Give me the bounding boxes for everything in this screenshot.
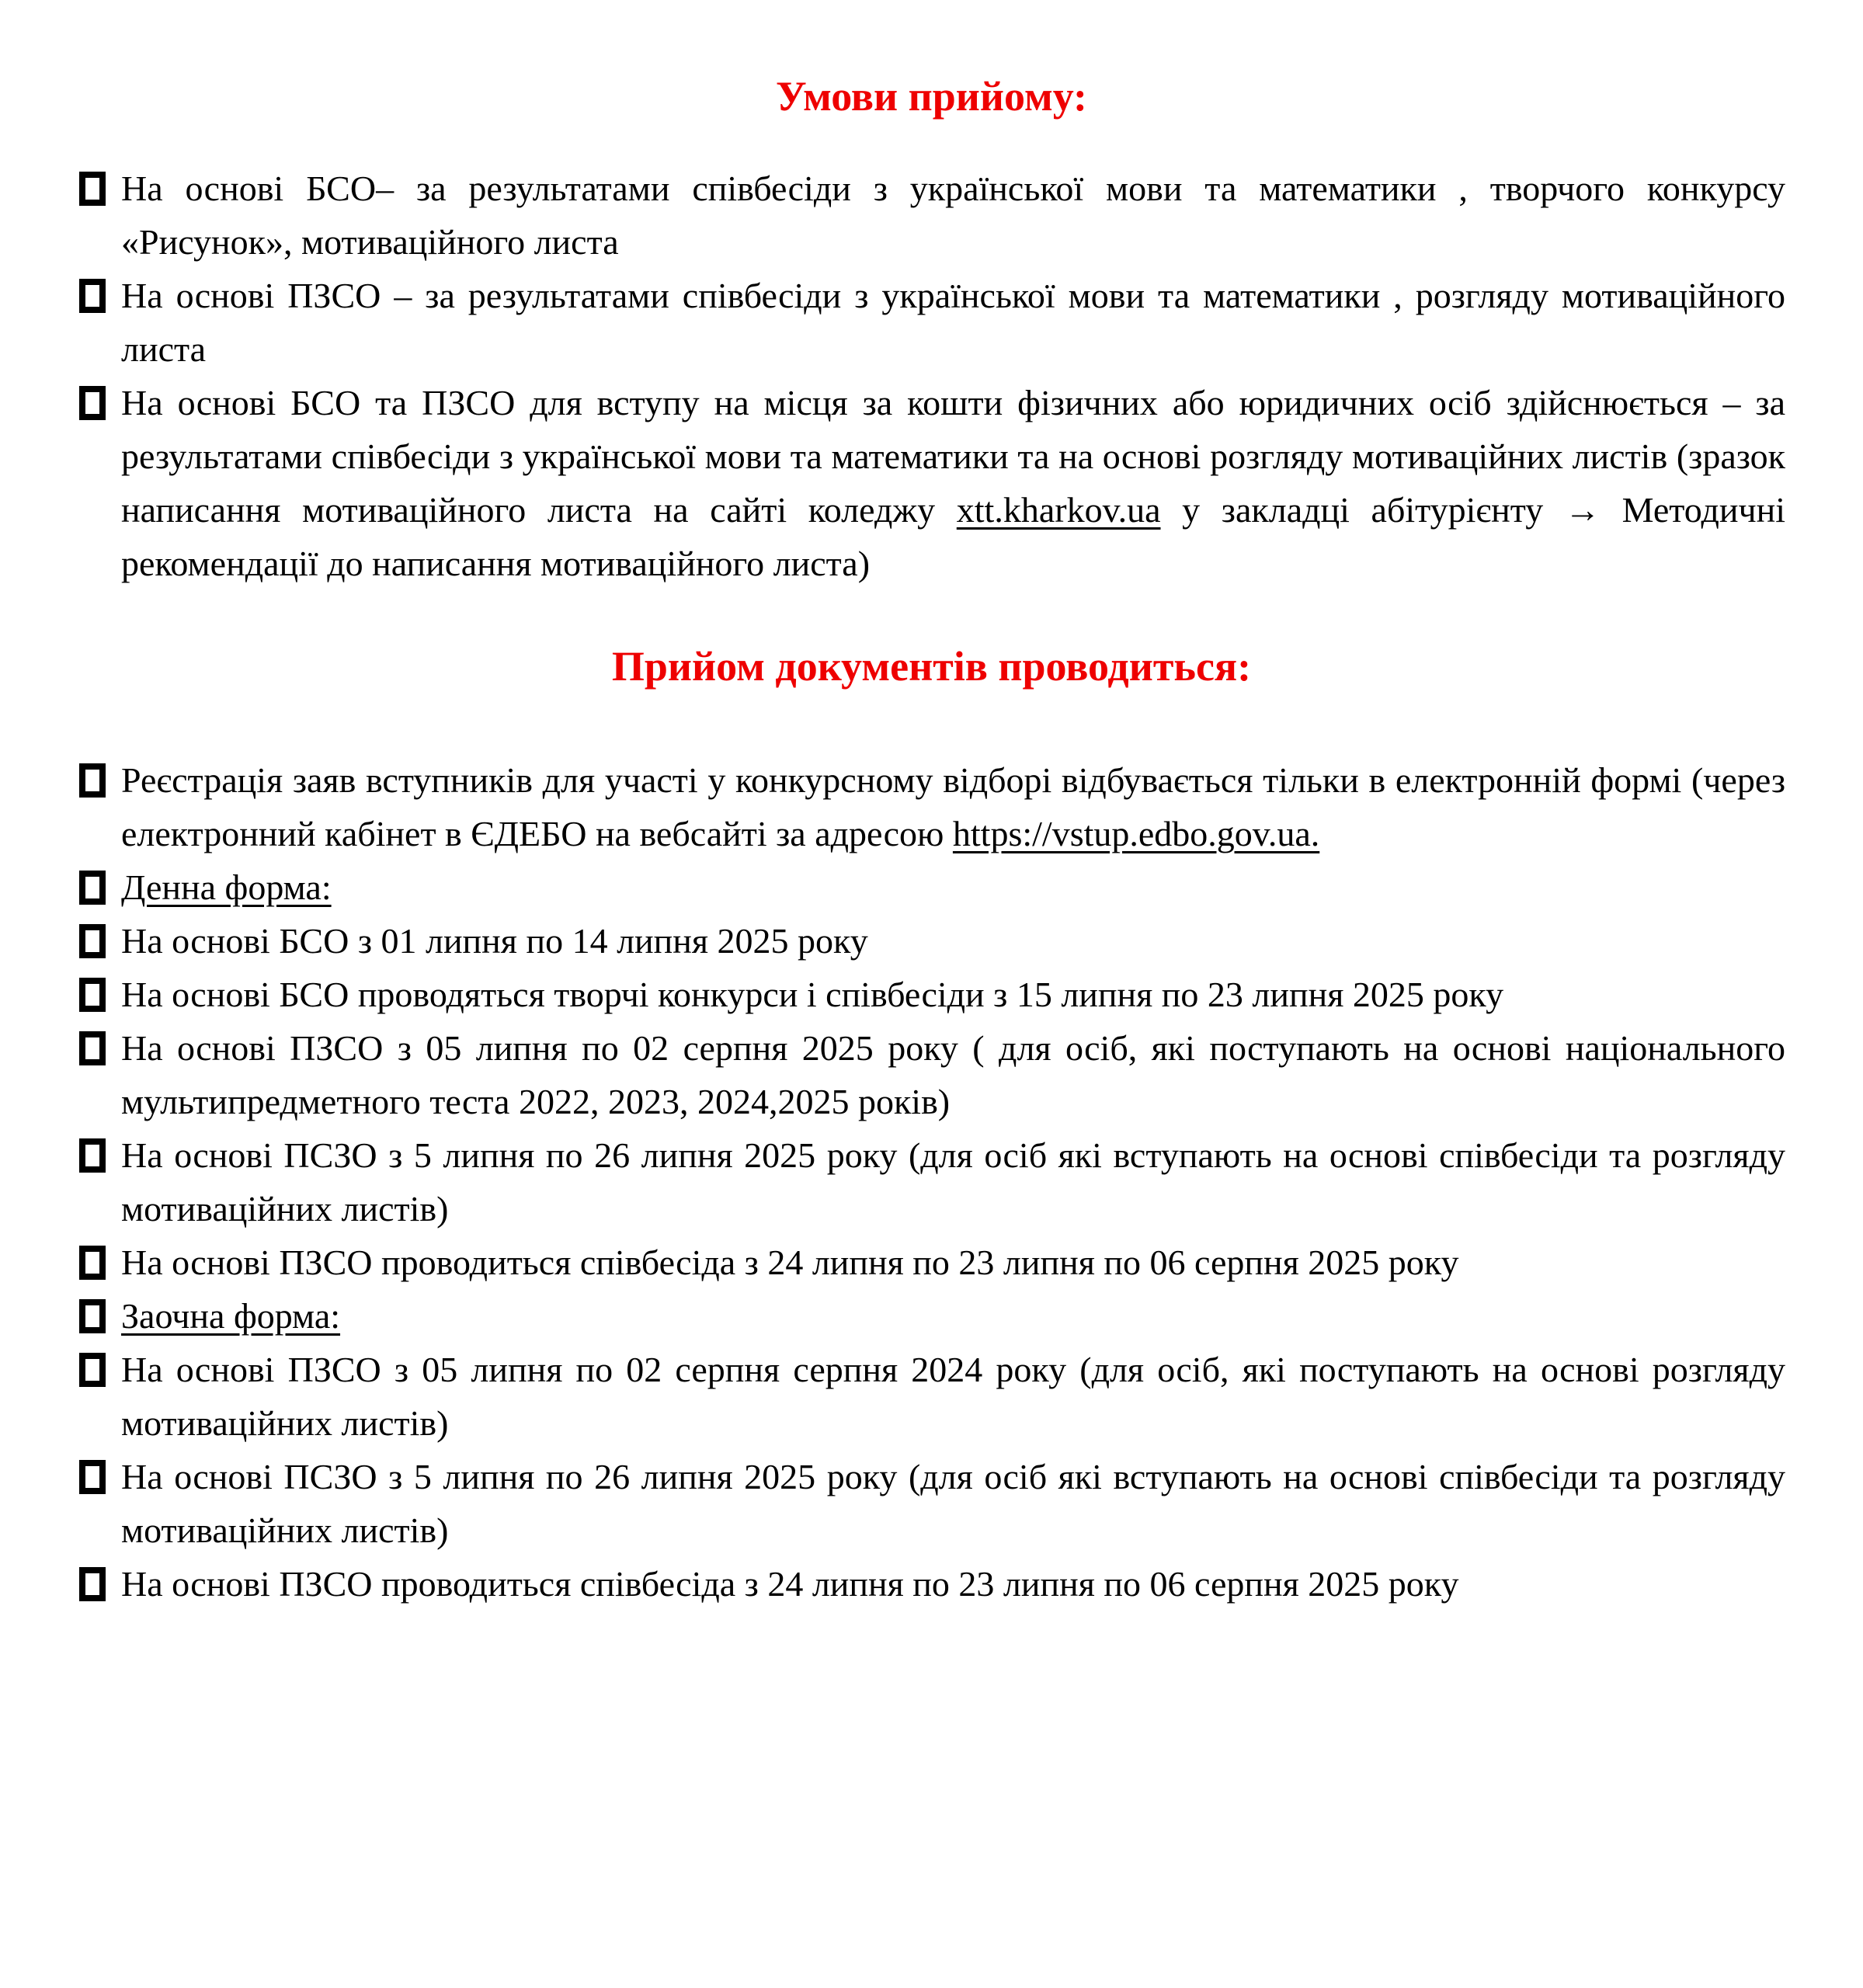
text-segment: На основі БСО проводяться творчі конкурси і співбесіди з 15 липня по 23 липня 2025 року bbox=[121, 975, 1504, 1014]
item-text bbox=[121, 1457, 1785, 1550]
list-item bbox=[78, 1289, 1785, 1343]
checkbox-bullet-icon bbox=[79, 386, 106, 420]
item-text bbox=[121, 1242, 1458, 1282]
list-item bbox=[78, 860, 1785, 914]
day-form-label: Денна форма: bbox=[121, 867, 332, 907]
item-text bbox=[121, 169, 1785, 262]
list-item bbox=[78, 162, 1785, 269]
item-text bbox=[121, 1564, 1458, 1604]
item-text bbox=[121, 921, 868, 961]
checkbox-bullet-icon bbox=[79, 1567, 106, 1601]
list-item bbox=[78, 753, 1785, 860]
list-item bbox=[78, 914, 1785, 968]
checkbox-bullet-icon bbox=[79, 1246, 106, 1280]
list-item bbox=[78, 1343, 1785, 1450]
item-text bbox=[121, 867, 332, 907]
checkbox-bullet-icon bbox=[79, 763, 106, 798]
list-item bbox=[78, 1021, 1785, 1128]
text-segment: На основі ПЗСО з 05 липня по 02 серпня 2025 року ( для осіб, які поступають на основі національного мультипредметного теста 2022, 2023, 2024,2025 років) bbox=[121, 1028, 1785, 1121]
item-text bbox=[121, 1296, 340, 1336]
checkbox-bullet-icon bbox=[79, 1299, 106, 1333]
checkbox-bullet-icon bbox=[79, 1353, 106, 1387]
list-item bbox=[78, 1450, 1785, 1557]
text-segment: На основі ПСЗО з 5 липня по 26 липня 2025 року (для осіб які вступають на основі співбесіди та розгляду мотиваційних листів) bbox=[121, 1135, 1785, 1229]
college-site-link[interactable]: xtt.kharkov.ua bbox=[956, 490, 1161, 530]
checkbox-bullet-icon bbox=[79, 924, 106, 958]
list-item bbox=[78, 376, 1785, 590]
item-text bbox=[121, 1350, 1785, 1443]
checkbox-bullet-icon bbox=[79, 1460, 106, 1494]
text-segment: На основі ПЗСО – за результатами співбесіди з української мови та математики , розгляду мотиваційного листа bbox=[121, 276, 1785, 369]
checkbox-bullet-icon bbox=[79, 1031, 106, 1065]
item-text bbox=[121, 760, 1785, 853]
text-segment: На основі ПЗСО з 05 липня по 02 серпня серпня 2024 року (для осіб, які поступають на основі розгляду мотиваційних листів) bbox=[121, 1350, 1785, 1443]
item-text bbox=[121, 383, 1785, 583]
checkbox-bullet-icon bbox=[79, 1138, 106, 1173]
text-segment: На основі БСО з 01 липня по 14 липня 2025 року bbox=[121, 921, 868, 961]
list-item bbox=[78, 968, 1785, 1021]
text-segment: На основі ПЗСО проводиться співбесіда з 24 липня по 23 липня по 06 серпня 2025 року bbox=[121, 1564, 1459, 1604]
section-title-admission-conditions: Умови прийому: bbox=[775, 73, 1088, 120]
checkbox-bullet-icon bbox=[79, 978, 106, 1012]
correspondence-form-label: Заочна форма: bbox=[121, 1296, 341, 1336]
admission-conditions-list bbox=[78, 162, 1785, 590]
checkbox-bullet-icon bbox=[79, 279, 106, 313]
list-item bbox=[78, 1236, 1785, 1289]
text-segment: На основі ПЗСО проводиться співбесіда з 24 липня по 23 липня по 06 серпня 2025 року bbox=[121, 1242, 1459, 1282]
section-title-document-acceptance: Прийом документів проводиться: bbox=[611, 643, 1252, 690]
checkbox-bullet-icon bbox=[79, 871, 106, 905]
text-segment: На основі БСО та ПЗСО для вступу на місця за кошти фізичних або юридичних осіб здійснюється – за результатами співбесіди з української мови та математики та на основі розгляду мотиваційних листів (зразок написання мотиваційного листа на сайті коледжу bbox=[121, 383, 1785, 530]
list-item bbox=[78, 1128, 1785, 1236]
text-segment: На основі ПСЗО з 5 липня по 26 липня 2025 року (для осіб які вступають на основі співбесіди та розгляду мотиваційних листів) bbox=[121, 1457, 1785, 1550]
list-item bbox=[78, 1557, 1785, 1611]
text-segment: Реєстрація заяв вступників для участі у конкурсному відборі відбувається тільки в електронній формі (через електронний кабінет в ЄДЕБО на вебсайті за адресою bbox=[121, 760, 1785, 853]
item-text bbox=[121, 276, 1785, 369]
text-segment: На основі БСО– за результатами співбесіди з української мови та математики , творчого конкурсу «Рисунок», мотиваційного листа bbox=[121, 169, 1785, 262]
item-text bbox=[121, 1028, 1785, 1121]
item-text bbox=[121, 975, 1503, 1014]
item-text bbox=[121, 1135, 1785, 1229]
list-item bbox=[78, 269, 1785, 376]
document-acceptance-list bbox=[78, 753, 1785, 1611]
checkbox-bullet-icon bbox=[79, 172, 106, 206]
edbo-link[interactable]: https://vstup.edbo.gov.ua. bbox=[952, 814, 1320, 853]
text-segment: у закладці абітурієнту → Методичні рекомендації до написання мотиваційного листа) bbox=[121, 490, 1786, 583]
